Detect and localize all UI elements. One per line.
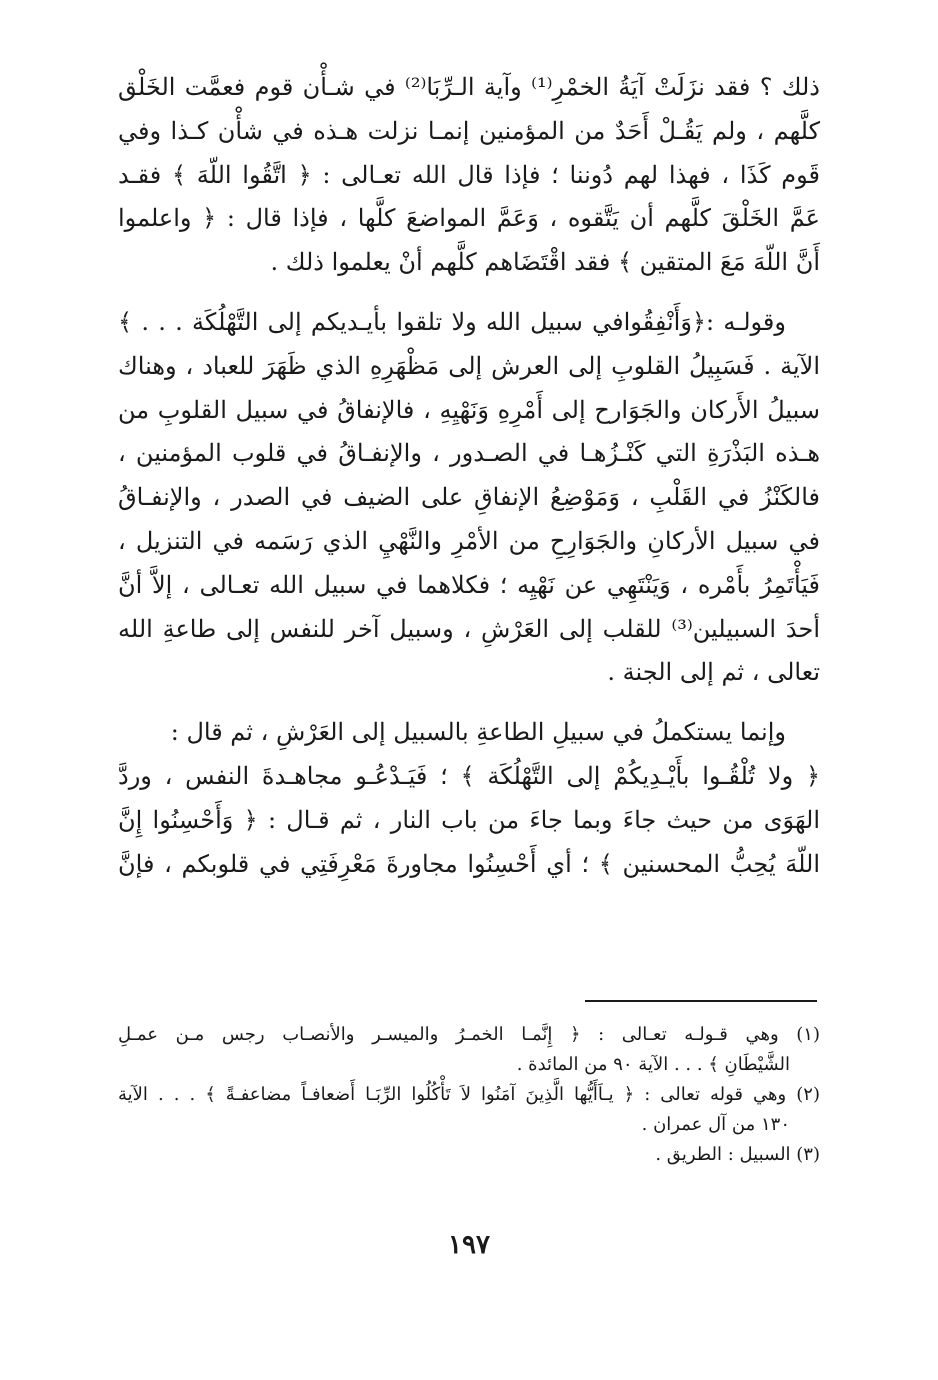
footnote-2 — [118, 1080, 820, 1140]
footnote-line: (٢) وهي قوله تعالى : ﴿ يـاَأَيُّها الَّذِينَ آمَنُوا لاَ تَأْكُلُوا الرِّبَـا أَضعافـاً مضاعفـةً ﴾ . . . الآية — [118, 1084, 820, 1105]
footnotes — [118, 1020, 820, 1170]
page-number: ١٩٧ — [448, 1230, 490, 1260]
footnote-3 — [118, 1140, 820, 1170]
text-line: فالكَنْزُ في القَلْبِ ، وَمَوْضِعُ الإنفاقِ على الضيف في الصدر ، والإنفـاقُ — [118, 483, 820, 512]
text-line: ذلك ؟ فقد نزَلَتْ آيَةُ الخمْرِ⁽¹⁾ وآية الـرِّبَا⁽²⁾ في شـأْن قوم فعمَّت الخَلْق — [118, 73, 820, 101]
text-line: عَمَّ الخَلْقَ كلَّهم أن يَتَّقوه ، وَعَمَّ المواضعَ كلَّها ، فإذا قال : ﴿ واعلموا — [118, 204, 820, 233]
text-line: كلَّهم ، ولم يَقُـلْ أَحَدٌ من المؤمنين إنمـا نزلت هـذه في شأْن كـذا وفي — [118, 116, 820, 145]
footnote-line: (١) وهي قـولـه تعـالى : ﴿ إِنَّمـا الخمـرُ والميسـر والأنصـاب رجس مـن عمـلِ — [118, 1024, 820, 1045]
paragraph-3 — [118, 711, 820, 886]
text-line: فَيَأْتَمِرُ بأَمْره ، وَيَنْتَهِي عن نَهْيِه ؛ فكلاهما في سبيل الله تعـالى ، إلاَّ أنَّ — [118, 570, 820, 599]
footnote-line: (٣) السبيل : الطريق . — [655, 1144, 820, 1165]
paragraph-2 — [118, 301, 820, 695]
text-line: وقولـه :﴿وَأَنْفِقُوافي سبيل الله ولا تلقوا بأيـديكم إلى التَّهْلُكَة . . . ﴾ — [118, 307, 786, 336]
footnote-line: الشَّيْطَانِ ﴾ . . . الآية ٩٠ من المائدة . — [516, 1054, 790, 1075]
text-line: ﴿ ولا تُلْقُـوا بأَيْـدِيكُمْ إلى التَّهْلُكَة ﴾ ؛ فَيَـدْعُـو مجاهـدةَ النفس ، وردَّ — [118, 761, 820, 790]
footnote-1 — [118, 1020, 820, 1080]
text-line: اللّهَ يُحِبُّ المحسنين ﴾ ؛ أي أَحْسِنُوا مجاورةَ مَعْرِفَتِي في قلوبكم ، فإنَّ — [118, 849, 820, 878]
main-text — [118, 66, 820, 886]
text-line: أَنَّ اللّهَ مَعَ المتقين ﴾ فقد اقْتَضَاهم كلَّهم أنْ يعلموا ذلك . — [270, 248, 820, 277]
text-line: قَوم كَذَا ، فهذا لهم دُوننا ؛ فإذا قال الله تعـالى : ﴿ اتَّقُوا اللّهَ ﴾ فقـد — [118, 160, 820, 189]
text-line: في سبيل الأركانِ والجَوَارِحِ من الأمْرِ والنَّهْيِ الذي رَسَمه في التنزيل ، — [118, 526, 820, 555]
footnote-line: ١٣٠ من آل عمران . — [641, 1114, 790, 1135]
footnote-separator — [585, 1000, 817, 1002]
text-line: أحدَ السبيلين⁽³⁾ للقلب إلى العَرْشِ ، وسبيل آخر للنفس إلى طاعةِ الله — [118, 614, 820, 643]
text-line: هـذه البَذْرَةِ التي كَنْـزُهـا في الصـدور ، والإنفـاقُ في قلوب المؤمنين ، — [118, 439, 820, 468]
paragraph-1 — [118, 66, 820, 285]
text-line: الهَوَى من حيث جاءَ وبما جاءَ من باب النار ، ثم قـال : ﴿ وَأَحْسِنُوا إِنَّ — [118, 805, 820, 834]
text-line: الآية . فَسَبِيلُ القلوبِ إلى العرش إلى مَظْهَرِهِ الذي ظَهَرَ للعباد ، وهناك — [118, 351, 820, 380]
text-line: سبيلُ الأَركان والجَوَارح إلى أَمْرِهِ وَنَهْيِهِ ، فالإنفاقُ في سبيل القلوبِ من — [118, 395, 821, 424]
text-line: تعالى ، ثم إلى الجنة . — [607, 658, 820, 687]
text-line: وإنما يستكملُ في سبيلِ الطاعةِ بالسبيل إلى العَرْشِ ، ثم قال : — [170, 718, 786, 747]
